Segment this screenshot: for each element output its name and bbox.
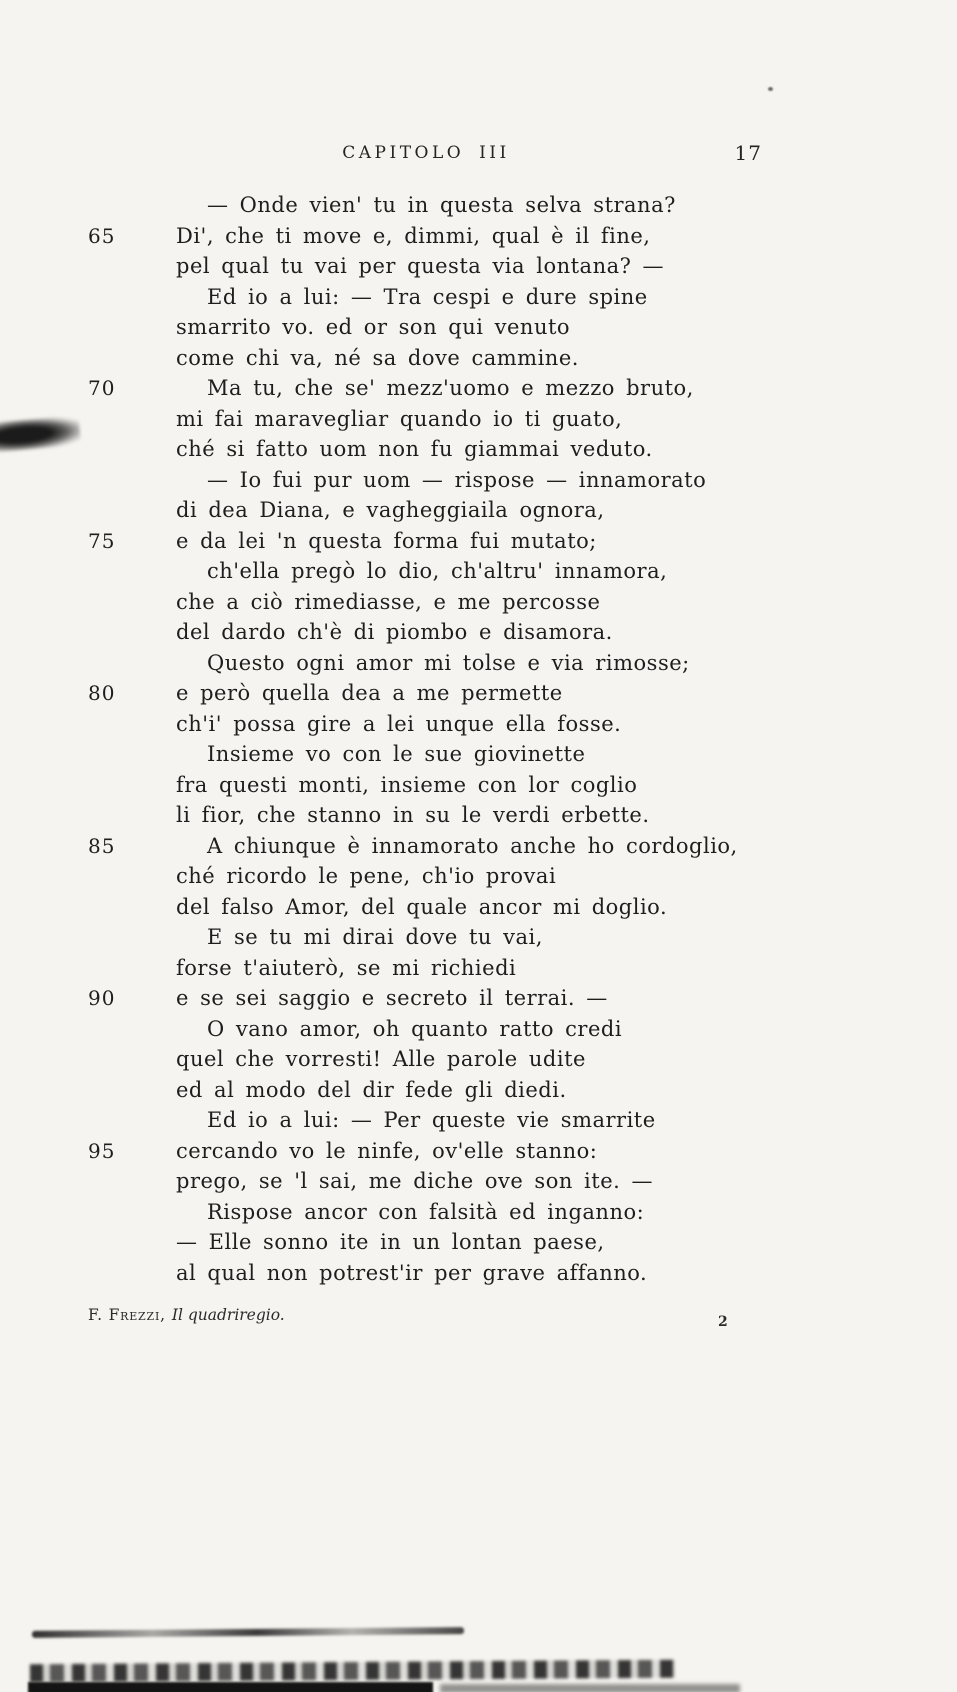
poem-line bbox=[88, 861, 788, 892]
line-number: 85 bbox=[88, 833, 116, 858]
poem-line bbox=[88, 312, 788, 343]
line-text: Rispose ancor con falsità ed inganno: bbox=[207, 1199, 645, 1224]
line-text: A chiunque è innamorato anche ho cordoglio, bbox=[207, 833, 738, 858]
line-text: — Onde vien' tu in questa selva strana? bbox=[207, 193, 676, 217]
line-text: Ed io a lui: — Tra cespi e dure spine bbox=[207, 284, 648, 309]
poem-line bbox=[88, 1197, 788, 1228]
line-text: smarrito vo. ed or son qui venuto bbox=[176, 315, 571, 339]
poem-line bbox=[88, 770, 788, 801]
poem-line bbox=[88, 983, 788, 1014]
poem-line bbox=[88, 434, 788, 465]
line-text: quel che vorresti! Alle parole udite bbox=[176, 1047, 586, 1071]
line-text: fra questi monti, insieme con lor coglio bbox=[176, 772, 638, 797]
poem-line bbox=[88, 1014, 788, 1045]
line-text: ché ricordo le pene, ch'io provai bbox=[176, 864, 557, 888]
line-text: del falso Amor, del quale ancor mi doglio. bbox=[176, 894, 668, 919]
poem-line bbox=[88, 739, 788, 770]
footer-work-title: Il quadriregio. bbox=[171, 1306, 285, 1324]
line-text: Ed io a lui: — Per queste vie smarrite bbox=[207, 1108, 656, 1132]
line-text: ch'i' possa gire a lei unque ella fosse. bbox=[176, 711, 622, 736]
poem-line bbox=[88, 800, 788, 831]
poem-line bbox=[88, 190, 788, 221]
chapter-title: CAPITOLO III bbox=[342, 143, 510, 163]
line-text: ché si fatto uom non fu giammai veduto. bbox=[176, 437, 653, 461]
poem-line bbox=[88, 709, 788, 740]
line-text: O vano amor, oh quanto ratto credi bbox=[207, 1016, 623, 1041]
poem-line bbox=[88, 221, 788, 252]
line-text: — Io fui pur uom — rispose — innamorato bbox=[207, 467, 707, 492]
poem-line bbox=[88, 617, 788, 648]
footer-citation bbox=[88, 1306, 285, 1324]
scan-artifact-bar bbox=[28, 1682, 433, 1692]
line-number: 70 bbox=[88, 376, 116, 400]
poem-line bbox=[88, 1258, 788, 1289]
poem-body bbox=[88, 190, 788, 1288]
line-text: Di', che ti move e, dimmi, qual è il fine, bbox=[176, 223, 651, 248]
line-text: come chi va, né sa dove cammine. bbox=[176, 345, 579, 370]
line-number: 75 bbox=[88, 528, 116, 553]
line-text: cercando vo le ninfe, ov'elle stanno: bbox=[176, 1138, 598, 1163]
poem-line bbox=[88, 1105, 788, 1136]
poem-line bbox=[88, 556, 788, 587]
line-text: Questo ogni amor mi tolse e via rimosse; bbox=[207, 650, 690, 675]
line-number: 65 bbox=[88, 223, 116, 248]
line-text: ch'ella pregò lo dio, ch'altru' innamora, bbox=[207, 559, 668, 583]
line-text: forse t'aiuterò, se mi richiedi bbox=[176, 955, 517, 980]
page-header bbox=[90, 143, 762, 169]
line-text: — Elle sonno ite in un lontan paese, bbox=[176, 1230, 605, 1254]
line-text: e se sei saggio e secreto il terrai. — bbox=[176, 986, 608, 1010]
line-text: di dea Diana, e vagheggiaila ognora, bbox=[176, 498, 605, 522]
scan-smudge bbox=[0, 415, 81, 453]
line-number: 80 bbox=[88, 681, 116, 705]
scan-artifact-bar-faint bbox=[440, 1684, 740, 1692]
poem-line bbox=[88, 1136, 788, 1167]
line-text: al qual non potrest'ir per grave affanno. bbox=[176, 1260, 648, 1285]
poem-line bbox=[88, 373, 788, 404]
line-text: Insieme vo con le sue giovinette bbox=[207, 742, 586, 766]
line-text: e da lei 'n questa forma fui mutato; bbox=[176, 528, 597, 553]
poem-line bbox=[88, 526, 788, 557]
line-text: e però quella dea a me permette bbox=[176, 681, 563, 705]
poem-line bbox=[88, 1075, 788, 1106]
scan-artifact-line bbox=[32, 1627, 464, 1638]
poem-line bbox=[88, 404, 788, 435]
line-text: Ma tu, che se' mezz'uomo e mezzo bruto, bbox=[207, 376, 694, 400]
scan-artifact-text-band bbox=[30, 1660, 675, 1683]
poem-line bbox=[88, 282, 788, 313]
poem-line bbox=[88, 678, 788, 709]
line-text: mi fai maravegliar quando io ti guato, bbox=[176, 406, 623, 431]
poem-line bbox=[88, 1166, 788, 1197]
line-number: 90 bbox=[88, 986, 116, 1010]
poem-line bbox=[88, 251, 788, 282]
poem-line bbox=[88, 587, 788, 618]
poem-line bbox=[88, 495, 788, 526]
line-text: del dardo ch'è di piombo e disamora. bbox=[176, 620, 613, 644]
poem-line bbox=[88, 343, 788, 374]
line-text: li fior, che stanno in su le verdi erbette. bbox=[176, 803, 650, 827]
signature-mark: 2 bbox=[718, 1314, 728, 1330]
page-footer bbox=[88, 1306, 748, 1330]
line-text: ed al modo del dir fede gli diedi. bbox=[176, 1077, 567, 1102]
scan-speck bbox=[768, 87, 773, 91]
poem-line bbox=[88, 831, 788, 862]
page-number: 17 bbox=[734, 141, 762, 165]
poem-line bbox=[88, 953, 788, 984]
poem-line bbox=[88, 465, 788, 496]
line-text: che a ciò rimediasse, e me percosse bbox=[176, 589, 601, 614]
line-text: E se tu mi dirai dove tu vai, bbox=[207, 925, 543, 949]
footer-author: F. Frezzi, bbox=[88, 1306, 166, 1324]
poem-line bbox=[88, 922, 788, 953]
line-text: pel qual tu vai per questa via lontana? — bbox=[176, 254, 665, 278]
line-text: prego, se 'l sai, me diche ove son ite. — bbox=[176, 1169, 653, 1193]
poem-line bbox=[88, 1227, 788, 1258]
poem-line bbox=[88, 648, 788, 679]
line-number: 95 bbox=[88, 1138, 116, 1163]
poem-line bbox=[88, 1044, 788, 1075]
poem-line bbox=[88, 892, 788, 923]
